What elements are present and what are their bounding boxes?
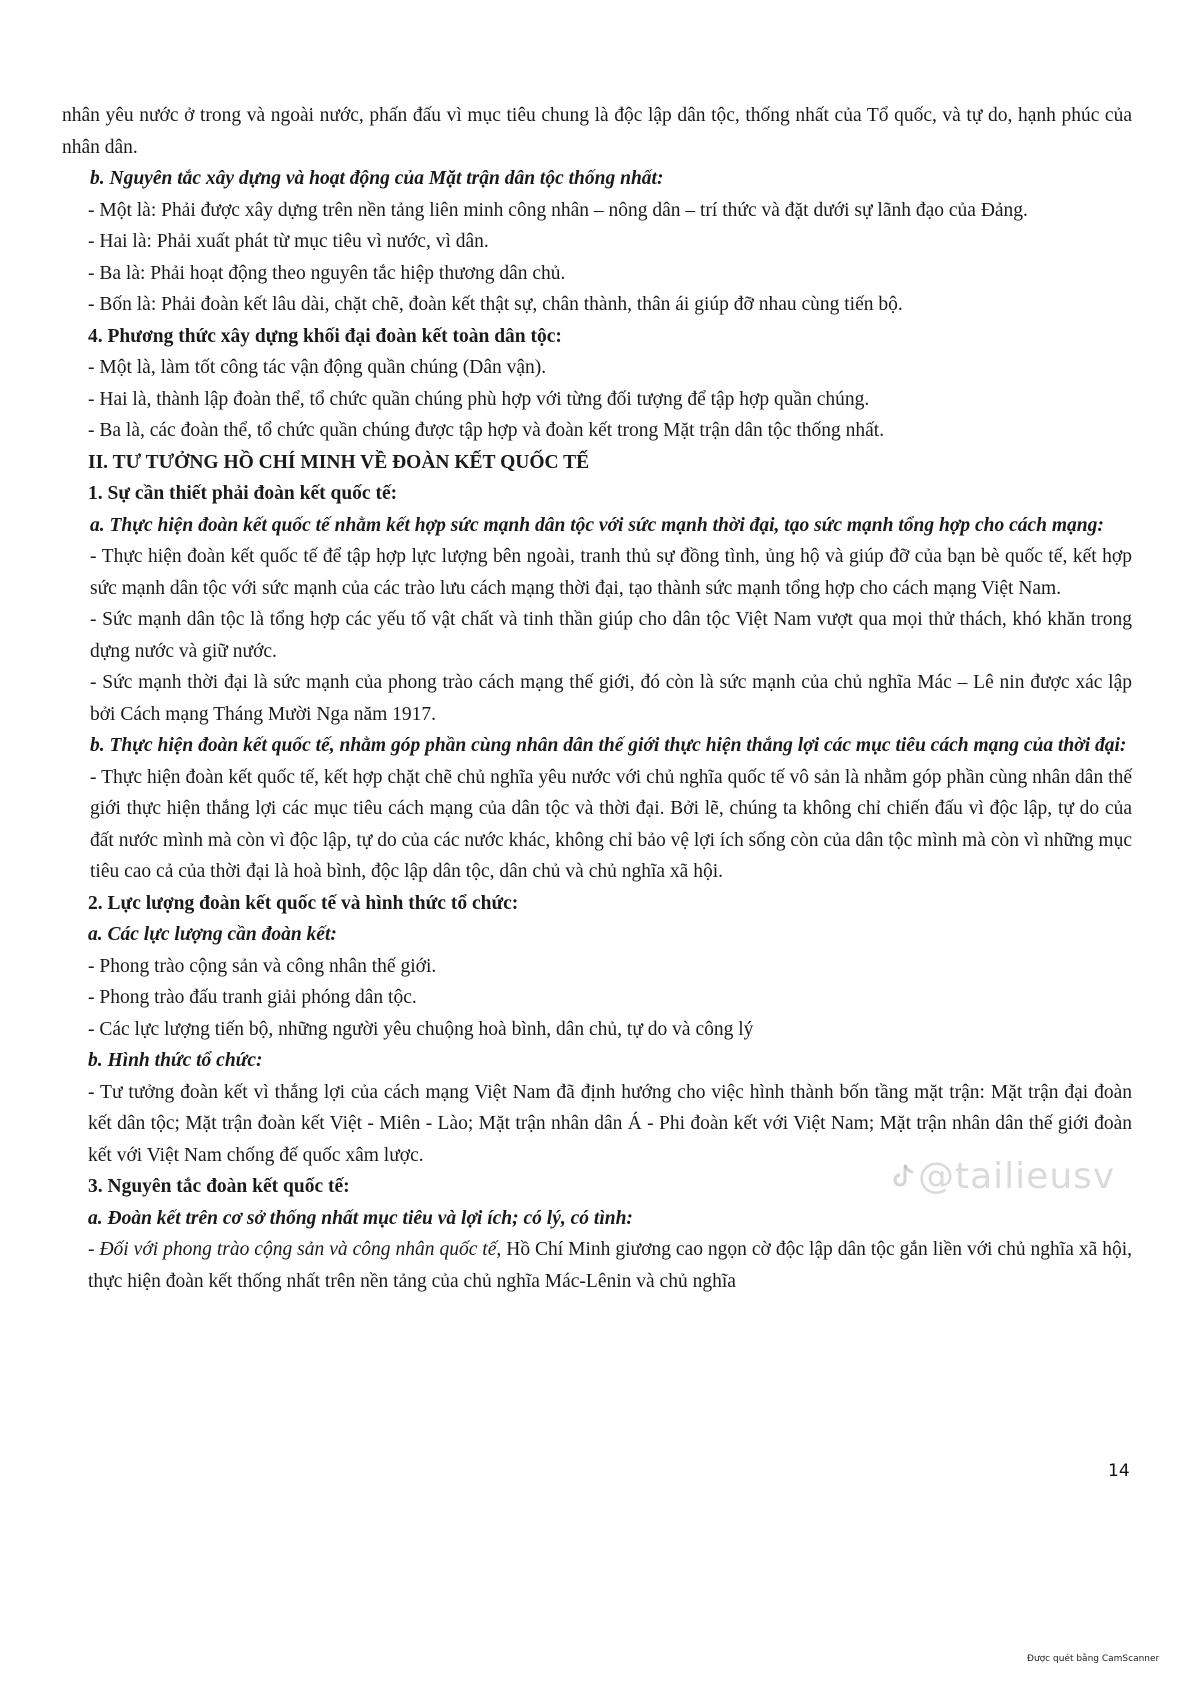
method-2: - Hai là, thành lập đoàn thể, tổ chức quần chúng phù hợp với từng đối tượng để tập hợp quần chúng. — [88, 388, 870, 410]
paragraph-3a-1-rest: Hồ Chí Minh giương cao ngọn cờ độc lập dân tộc gắn liền với chủ nghĩa xã hội, thực hiện đoàn kết thống nhất trên nền tảng của chủ nghĩa Mác-Lênin và chủ nghĩa — [88, 1239, 1132, 1292]
document-body — [62, 100, 1132, 1297]
heading-2a: a. Các lực lượng cần đoàn kết: — [88, 924, 337, 945]
heading-section-1: 1. Sự cần thiết phải đoàn kết quốc tế: — [88, 483, 398, 504]
paragraph-3a-1-italic: - Đối với phong trào cộng sản và công nhân quốc tế, — [88, 1239, 502, 1260]
paragraph-1b-1: - Thực hiện đoàn kết quốc tế, kết hợp chặt chẽ chủ nghĩa yêu nước với chủ nghĩa quốc tế vô sản là nhằm góp phần cùng nhân dân thế giới thực hiện thắng lợi các mục tiêu cách mạng của dân tộc và thời đại. Bởi lẽ, chúng ta không chỉ chiến đấu vì độc lập, tự do của đất nước mình mà còn vì độc lập, tự do của các nước khác, không chỉ bảo vệ lợi ích sống còn của dân tộc mình mà còn vì những mục tiêu cao cả của thời đại là hoà bình, độc lập dân tộc, dân chủ và chủ nghĩa xã hội. — [90, 766, 1132, 882]
force-3: - Các lực lượng tiến bộ, những người yêu chuộng hoà bình, dân chủ, tự do và công lý — [88, 1018, 754, 1040]
heading-section-3: 3. Nguyên tắc đoàn kết quốc tế: — [88, 1176, 350, 1197]
heading-section-2: 2. Lực lượng đoàn kết quốc tế và hình thức tổ chức: — [88, 892, 519, 914]
paragraph-1a-2: - Sức mạnh dân tộc là tổng hợp các yếu tố vật chất và tinh thần giúp cho dân tộc Việt Nam vượt qua mọi thử thách, khó khăn trong dựng nước và giữ nước. — [90, 609, 1132, 662]
paragraph-2b-1: - Tư tưởng đoàn kết vì thắng lợi của cách mạng Việt Nam đã định hướng cho việc hình thành bốn tầng mặt trận: Mặt trận đại đoàn kết dân tộc; Mặt trận đoàn kết Việt - Miên - Lào; Mặt trận nhân dân Á - Phi đoàn kết với Việt Nam; Mặt trận nhân dân thế giới đoàn kết với Việt Nam chống đế quốc xâm lược. — [88, 1081, 1132, 1166]
heading-part-II: II. TƯ TƯỞNG HỒ CHÍ MINH VỀ ĐOÀN KẾT QUỐC TẾ — [88, 451, 590, 473]
principle-2: - Hai là: Phải xuất phát từ mục tiêu vì nước, vì dân. — [88, 231, 489, 252]
scanner-footer: Được quét bằng CamScanner — [1027, 1654, 1160, 1664]
force-1: - Phong trào cộng sản và công nhân thế giới. — [88, 955, 437, 977]
principle-4: - Bốn là: Phải đoàn kết lâu dài, chặt chẽ, đoàn kết thật sự, chân thành, thân ái giúp đỡ nhau cùng tiến bộ. — [88, 294, 903, 315]
heading-principles: b. Nguyên tắc xây dựng và hoạt động của Mặt trận dân tộc thống nhất: — [90, 168, 664, 189]
heading-3a: a. Đoàn kết trên cơ sở thống nhất mục tiêu và lợi ích; có lý, có tình: — [88, 1207, 633, 1229]
watermark — [888, 1156, 1115, 1197]
method-1: - Một là, làm tốt công tác vận động quần chúng (Dân vận). — [88, 357, 547, 378]
paragraph-3a-1 — [62, 1234, 1132, 1297]
paragraph-1a-1: - Thực hiện đoàn kết quốc tế để tập hợp lực lượng bên ngoài, tranh thủ sự đồng tình, ủng hộ và giúp đỡ của bạn bè quốc tế, kết hợp sức mạnh dân tộc với sức mạnh của các trào lưu cách mạng thời đại, tạo thành sức mạnh tổng hợp cho cách mạng Việt Nam. — [90, 546, 1132, 599]
paragraph-continuation: nhân yêu nước ở trong và ngoài nước, phấn đấu vì mục tiêu chung là độc lập dân tộc, thống nhất của Tổ quốc, và tự do, hạnh phúc của nhân dân. — [62, 105, 1132, 158]
tiktok-logo-icon — [888, 1162, 918, 1192]
heading-section-4: 4. Phương thức xây dựng khối đại đoàn kết toàn dân tộc: — [88, 325, 562, 347]
page-number: 14 — [1108, 1461, 1130, 1481]
force-2: - Phong trào đấu tranh giải phóng dân tộc. — [88, 987, 417, 1008]
principle-3: - Ba là: Phải hoạt động theo nguyên tắc hiệp thương dân chủ. — [88, 262, 566, 284]
method-3: - Ba là, các đoàn thể, tổ chức quần chúng được tập hợp và đoàn kết trong Mặt trận dân tộc thống nhất. — [88, 420, 885, 441]
heading-1b: b. Thực hiện đoàn kết quốc tế, nhằm góp phần cùng nhân dân thế giới thực hiện thắng lợi các mục tiêu cách mạng của thời đại: — [90, 735, 1127, 756]
watermark-text: @tailieusv — [918, 1156, 1116, 1197]
paragraph-1a-3: - Sức mạnh thời đại là sức mạnh của phong trào cách mạng thế giới, đó còn là sức mạnh của chủ nghĩa Mác – Lê nin được xác lập bởi Cách mạng Tháng Mười Nga năm 1917. — [90, 672, 1132, 725]
heading-2b: b. Hình thức tổ chức: — [88, 1050, 263, 1071]
principle-1: - Một là: Phải được xây dựng trên nền tảng liên minh công nhân – nông dân – trí thức và đặt dưới sự lãnh đạo của Đảng. — [88, 199, 1028, 221]
heading-1a: a. Thực hiện đoàn kết quốc tế nhằm kết hợp sức mạnh dân tộc với sức mạnh thời đại, tạo sức mạnh tổng hợp cho cách mạng: — [90, 514, 1104, 536]
